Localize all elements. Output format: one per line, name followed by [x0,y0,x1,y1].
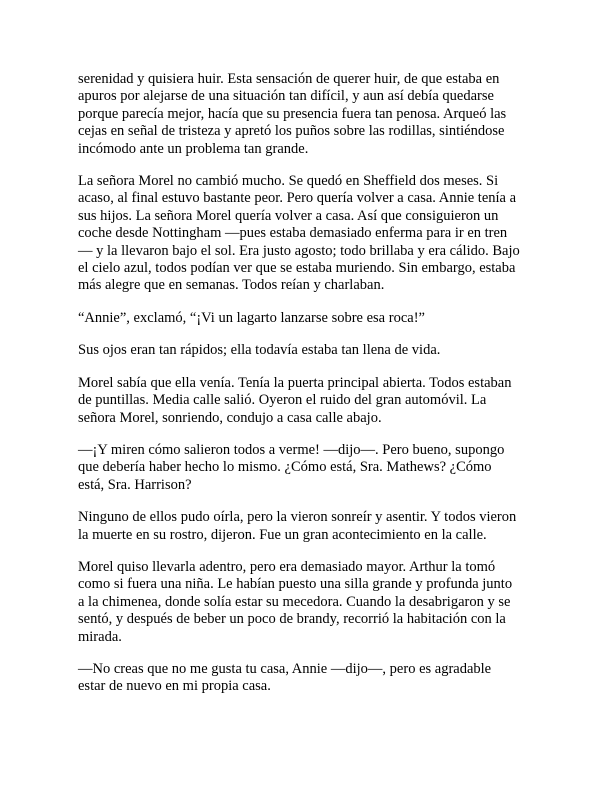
text-line: mirada. [78,628,122,645]
text-line: “Annie”, exclamó, “¡Vi un lagarto lanzarse sobre esa roca!” [78,309,425,326]
text-line: sentó, y después de beber un poco de brandy, recorrió la habitación con la [78,611,506,628]
text-line: acaso, al final estuvo bastante peor. Pero quería volver a casa. Annie tenía a [78,190,517,207]
document-body [78,71,536,711]
text-line: apuros por alejarse de una situación tan difícil, y aun así debía quedarse [78,88,494,105]
text-line: Ninguno de ellos pudo oírla, pero la vieron sonreír y asentir. Y todos vieron [78,509,517,526]
text-line: la muerte en su rostro, dijeron. Fue un gran acontecimiento en la calle. [78,526,487,543]
text-line: Morel quiso llevarla adentro, pero era demasiado mayor. Arthur la tomó [78,558,496,575]
text-line: como si fuera una niña. Le habían puesto una silla grande y profunda junto [78,576,513,593]
text-line: a la chimenea, donde solía estar su mecedora. Cuando la desabrigaron y se [78,593,511,610]
paragraph-4 [78,342,536,359]
text-line: Morel sabía que ella venía. Tenía la puerta principal abierta. Todos estaban [78,374,512,391]
paragraph-9 [78,661,536,696]
paragraph-7 [78,509,536,544]
text-line: está, Sra. Harrison? [78,476,192,493]
text-line: sus hijos. La señora Morel quería volver a casa. Así que consiguieron un [78,207,499,224]
text-line: cejas en señal de tristeza y apretó los puños sobre las rodillas, sintiéndose [78,123,505,140]
paragraph-3 [78,310,536,327]
text-line: el cielo azul, todos podían ver que se estaba muriendo. Sin embargo, estaba [78,260,516,277]
text-line: incómodo ante un problema tan grande. [78,140,309,157]
text-line: coche desde Nottingham —pues estaba demasiado enferma para ir en tren [78,225,508,242]
text-line: —¡Y miren cómo salieron todos a verme! —dijo—. Pero bueno, supongo [78,441,505,458]
paragraph-2 [78,173,536,295]
text-line: que debería haber hecho lo mismo. ¿Cómo está, Sra. Mathews? ¿Cómo [78,459,492,476]
text-line: —No creas que no me gusta tu casa, Annie —dijo—, pero es agradable [78,660,492,677]
paragraph-6 [78,442,536,494]
paragraph-5 [78,375,536,427]
text-line: más alegre que en semanas. Todos reían y charlaban. [78,277,385,294]
text-line: porque parecía mejor, hacía que su presencia fuera tan penosa. Arqueó las [78,105,507,122]
text-line: serenidad y quisiera huir. Esta sensación de querer huir, de que estaba en [78,71,500,87]
text-line: La señora Morel no cambió mucho. Se quedó en Sheffield dos meses. Si [78,173,499,190]
paragraph-8 [78,559,536,646]
text-line: Sus ojos eran tan rápidos; ella todavía estaba tan llena de vida. [78,342,441,359]
text-line: señora Morel, sonriendo, condujo a casa calle abajo. [78,409,382,426]
text-line: de puntillas. Media calle salió. Oyeron el ruido del gran automóvil. La [78,392,487,409]
text-line: — y la llevaron bajo el sol. Era justo agosto; todo brillaba y era cálido. Bajo [78,242,520,259]
text-line: estar de nuevo en mi propia casa. [78,678,271,695]
paragraph-1 [78,71,536,158]
